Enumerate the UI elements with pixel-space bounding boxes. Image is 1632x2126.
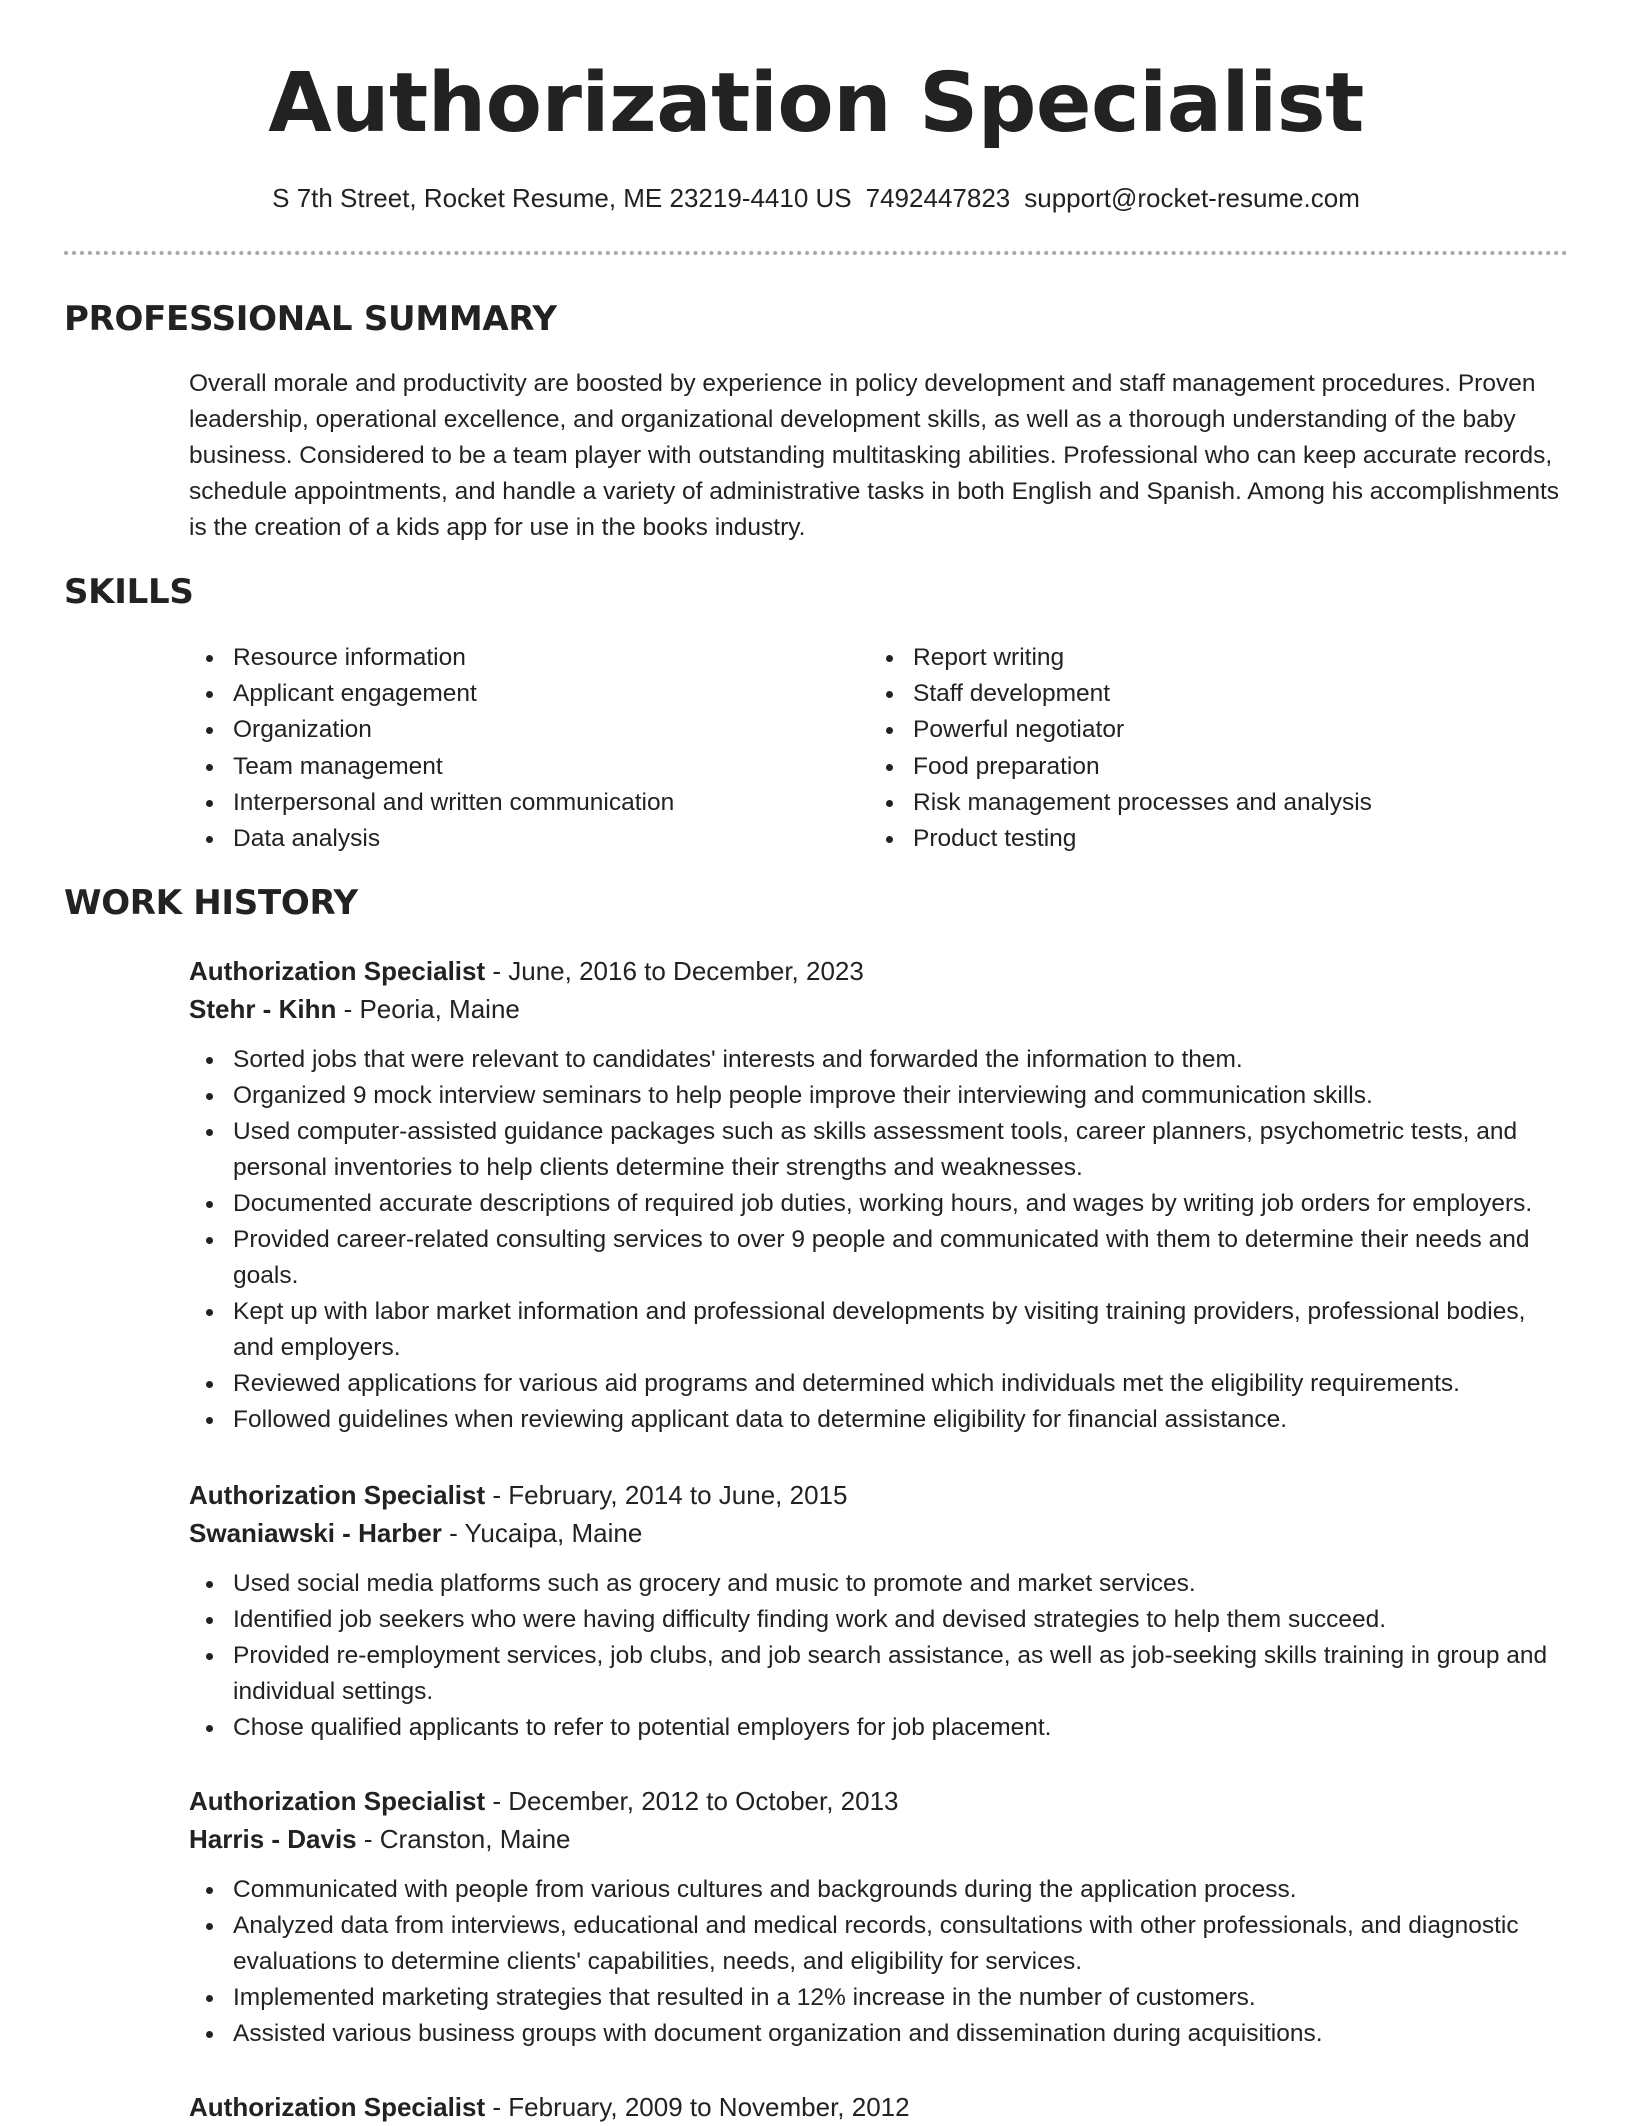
job-bullet: Reviewed applications for various aid programs and determined which individuals met the eligibility requirements. bbox=[189, 1366, 1569, 1402]
job-bullet: Kept up with labor market information and professional developments by visiting training providers, professional bodies, and employers. bbox=[189, 1294, 1569, 1366]
skill-item: Staff development bbox=[869, 676, 1549, 712]
skill-item: Report writing bbox=[869, 640, 1549, 676]
job-bullet: Used social media platforms such as grocery and music to promote and market services. bbox=[189, 1566, 1569, 1602]
contact-email: support@rocket-resume.com bbox=[1024, 183, 1360, 213]
contact-address: S 7th Street, Rocket Resume, ME 23219-4410 US bbox=[272, 183, 852, 213]
job-company: Swaniawski - Harber bbox=[189, 1518, 442, 1548]
skill-item: Resource information bbox=[189, 640, 869, 676]
job-entry bbox=[189, 1476, 1569, 1746]
job-company: Harris - Davis bbox=[189, 1824, 357, 1854]
job-bullet: Analyzed data from interviews, educational and medical records, consultations with other professionals, and diagnostic evaluations to determine clients' capabilities, needs, and eligibility for services. bbox=[189, 1908, 1569, 1980]
job-location: - Yucaipa, Maine bbox=[441, 1518, 643, 1548]
section-title-summary: PROFESSIONAL SUMMARY bbox=[64, 299, 557, 339]
contact-line bbox=[0, 181, 1632, 215]
job-company-line bbox=[189, 1514, 1569, 1552]
resume-name: Authorization Specialist bbox=[268, 56, 1364, 151]
job-bullets bbox=[189, 1872, 1569, 2052]
skill-item: Data analysis bbox=[189, 821, 869, 857]
job-bullet: Followed guidelines when reviewing applicant data to determine eligibility for financial assistance. bbox=[189, 1402, 1569, 1438]
job-bullet: Organized 9 mock interview seminars to help people improve their interviewing and communication skills. bbox=[189, 1078, 1569, 1114]
job-dates: - December, 2012 to October, 2013 bbox=[485, 1786, 899, 1816]
job-location: - Cranston, Maine bbox=[356, 1824, 571, 1854]
skill-item: Food preparation bbox=[869, 749, 1549, 785]
job-bullet: Used computer-assisted guidance packages such as skills assessment tools, career planners, psychometric tests, and personal inventories to help clients determine their strengths and weaknesses. bbox=[189, 1114, 1569, 1186]
skill-item: Team management bbox=[189, 749, 869, 785]
job-bullet: Assisted various business groups with document organization and dissemination during acquisitions. bbox=[189, 2016, 1569, 2052]
job-bullet: Sorted jobs that were relevant to candidates' interests and forwarded the information to them. bbox=[189, 1042, 1569, 1078]
contact-phone: 7492447823 bbox=[865, 183, 1011, 213]
skills-column-left bbox=[189, 640, 869, 857]
header-divider bbox=[64, 251, 1568, 255]
job-title: Authorization Specialist bbox=[189, 2092, 486, 2122]
skill-item: Interpersonal and written communication bbox=[189, 785, 869, 821]
job-dates: - June, 2016 to December, 2023 bbox=[485, 956, 864, 986]
job-bullet: Implemented marketing strategies that resulted in a 12% increase in the number of customers. bbox=[189, 1980, 1569, 2016]
skill-item: Applicant engagement bbox=[189, 676, 869, 712]
skill-item: Risk management processes and analysis bbox=[869, 785, 1549, 821]
job-entry bbox=[189, 2088, 1569, 2126]
job-entry bbox=[189, 952, 1569, 1438]
job-title-line bbox=[189, 1476, 1569, 1514]
job-bullets bbox=[189, 1566, 1569, 1746]
section-title-work-history: WORK HISTORY bbox=[64, 883, 358, 923]
job-dates: - February, 2009 to November, 2012 bbox=[485, 2092, 910, 2122]
job-entry bbox=[189, 1782, 1569, 2052]
job-company-line bbox=[189, 1820, 1569, 1858]
job-bullet: Provided career-related consulting services to over 9 people and communicated with them to determine their needs and goals. bbox=[189, 1222, 1569, 1294]
job-title: Authorization Specialist bbox=[189, 1480, 486, 1510]
skill-item: Powerful negotiator bbox=[869, 712, 1549, 748]
section-title-skills: SKILLS bbox=[64, 572, 194, 612]
job-title-line bbox=[189, 952, 1569, 990]
job-bullet: Documented accurate descriptions of required job duties, working hours, and wages by writing job orders for employers. bbox=[189, 1186, 1569, 1222]
job-bullet: Communicated with people from various cultures and backgrounds during the application process. bbox=[189, 1872, 1569, 1908]
skills-list bbox=[189, 640, 1569, 857]
job-title-line bbox=[189, 2088, 1569, 2126]
job-company: Stehr - Kihn bbox=[189, 994, 337, 1024]
skill-item: Product testing bbox=[869, 821, 1549, 857]
skill-item: Organization bbox=[189, 712, 869, 748]
job-bullet: Chose qualified applicants to refer to potential employers for job placement. bbox=[189, 1710, 1569, 1746]
job-bullet: Identified job seekers who were having difficulty finding work and devised strategies to help them succeed. bbox=[189, 1602, 1569, 1638]
job-company-line bbox=[189, 990, 1569, 1028]
job-dates: - February, 2014 to June, 2015 bbox=[485, 1480, 848, 1510]
job-bullet: Provided re-employment services, job clubs, and job search assistance, as well as job-seeking skills training in group and individual settings. bbox=[189, 1638, 1569, 1710]
job-title: Authorization Specialist bbox=[189, 1786, 486, 1816]
job-title: Authorization Specialist bbox=[189, 956, 486, 986]
job-location: - Peoria, Maine bbox=[336, 994, 520, 1024]
summary-text: Overall morale and productivity are boosted by experience in policy development and staff management procedures. Proven leadership, operational excellence, and organizational development skills, as well as a thorough understanding of the baby business. Considered to be a team player with outstanding multitasking abilities. Professional who can keep accurate records, schedule appointments, and handle a variety of administrative tasks in both English and Spanish. Among his accomplishments is the creation of a kids app for use in the books industry. bbox=[189, 370, 1560, 541]
skills-column-right bbox=[869, 640, 1549, 857]
job-title-line bbox=[189, 1782, 1569, 1820]
job-bullets bbox=[189, 1042, 1569, 1438]
